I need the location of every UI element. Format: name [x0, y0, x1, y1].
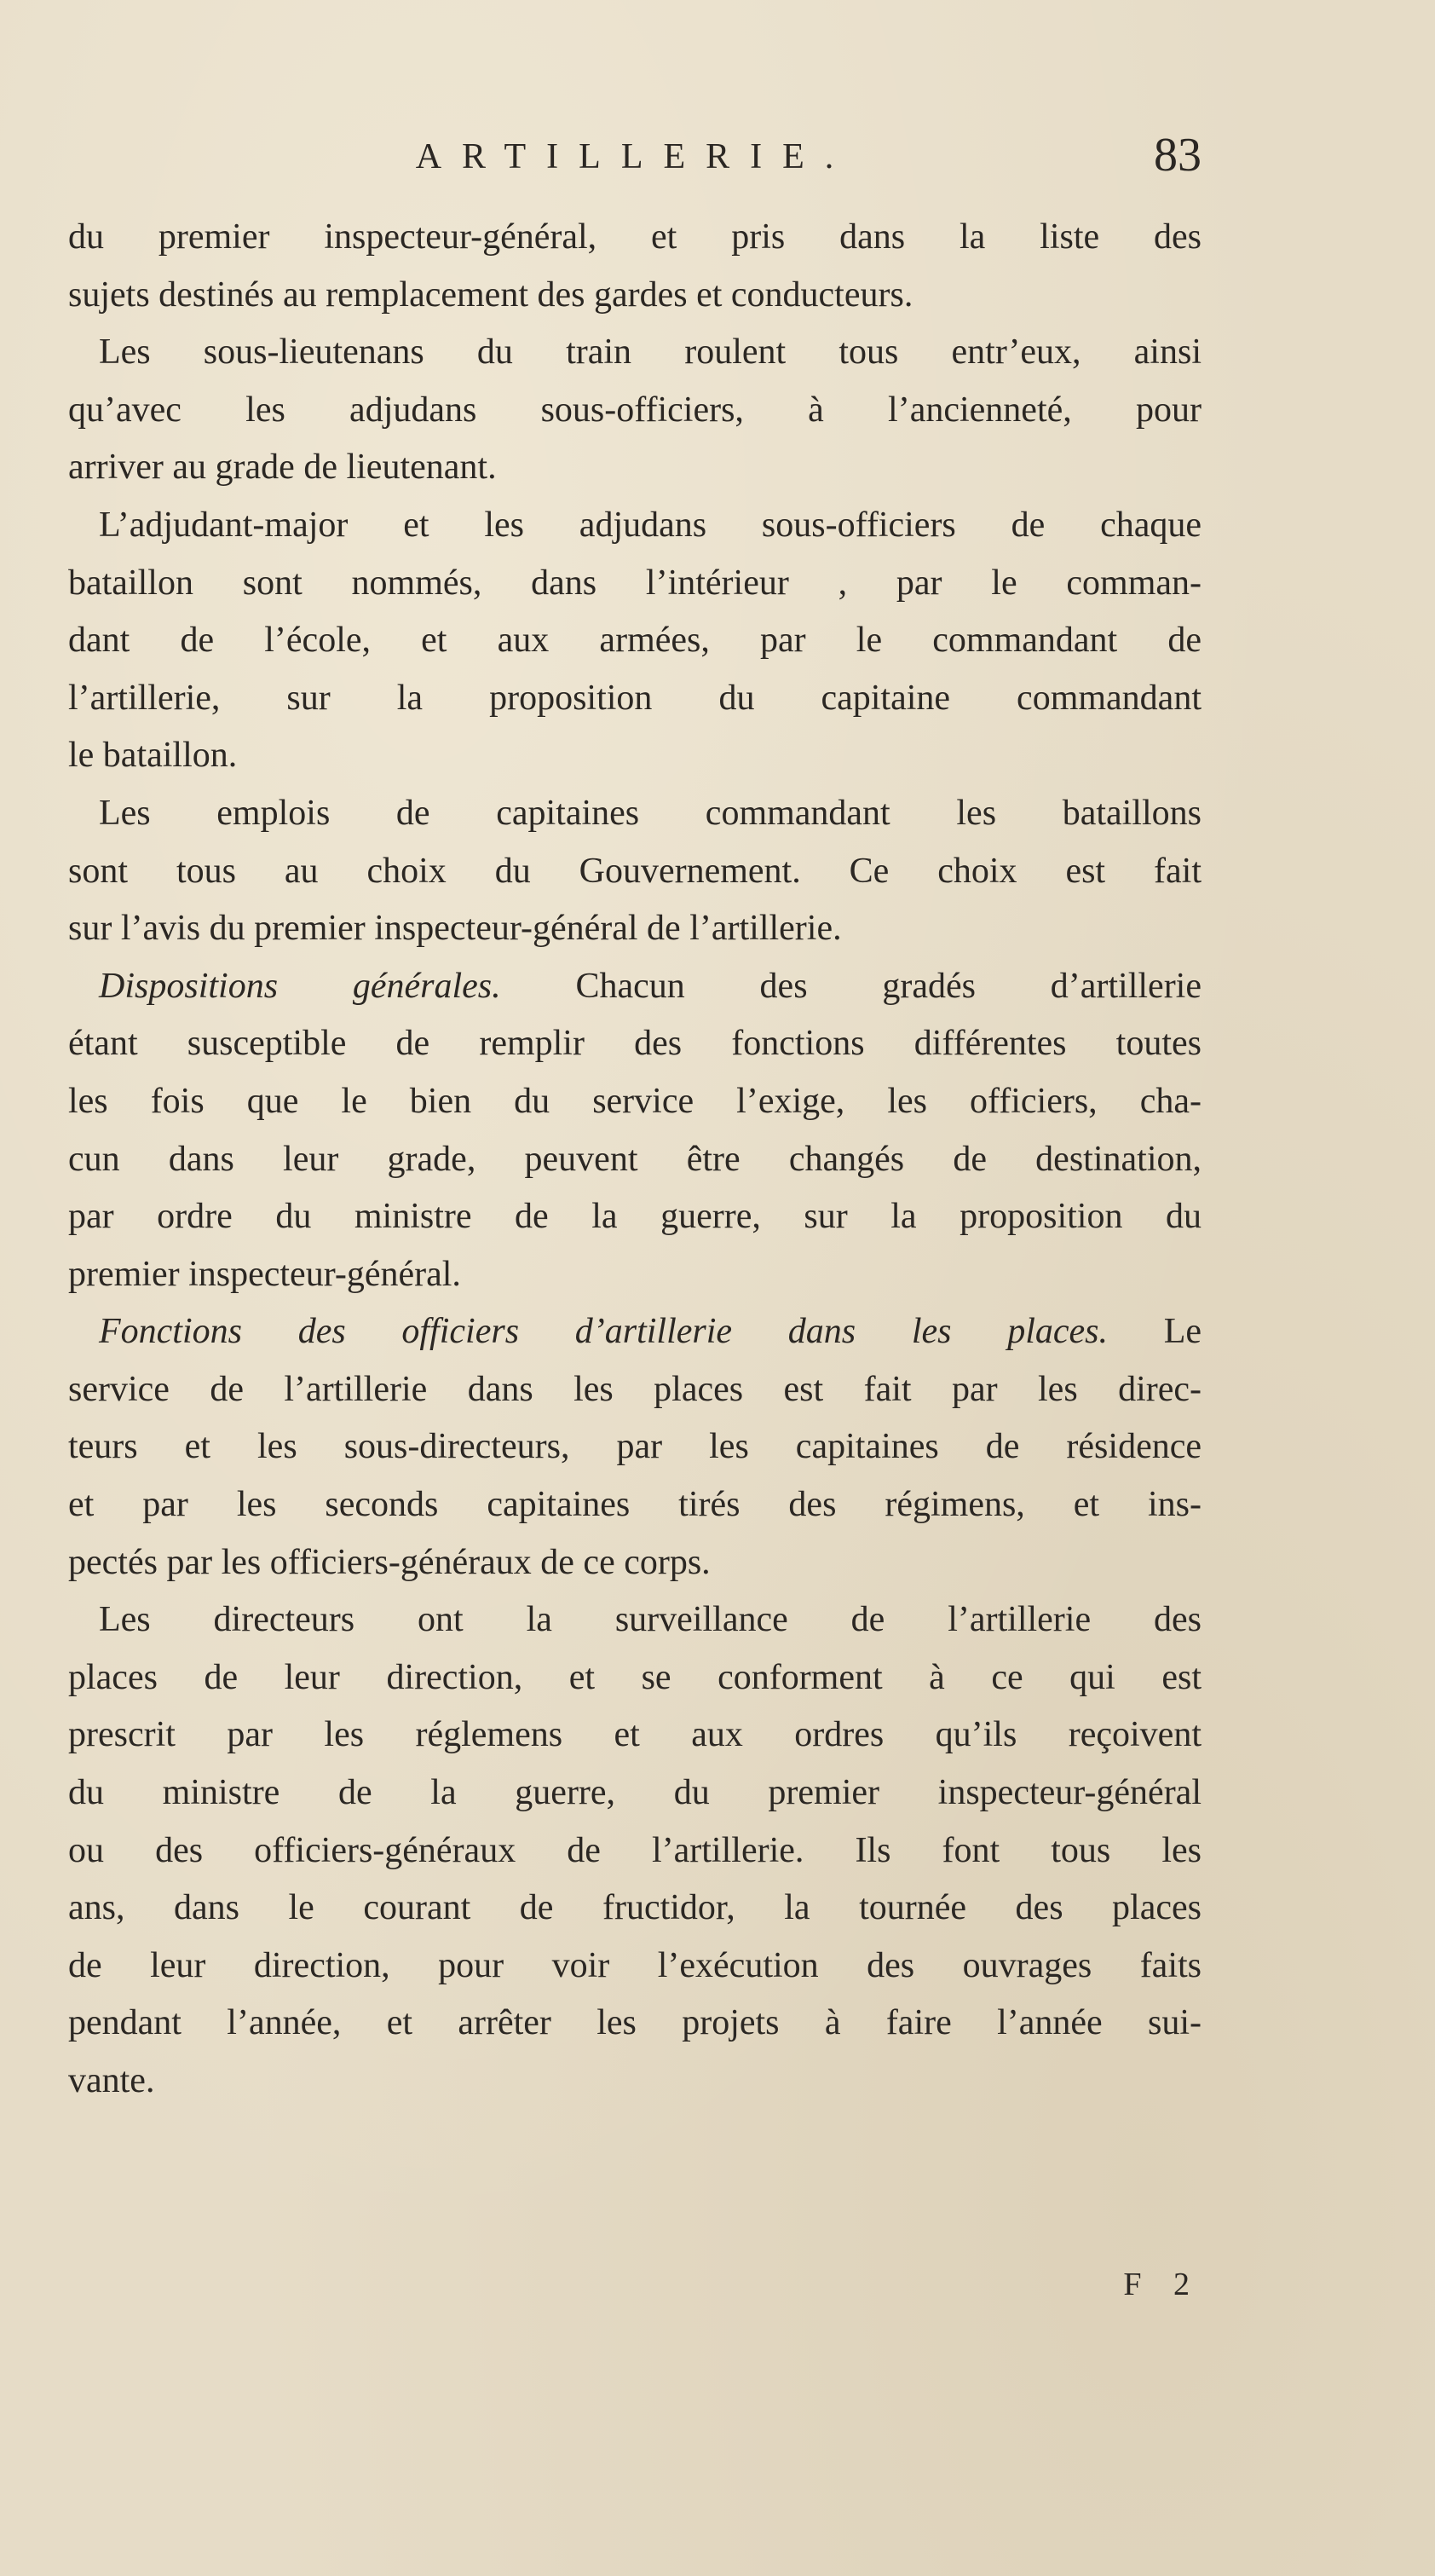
line-text: pendant l’année, et arrêter les projets à faire l’année sui- [68, 2003, 1202, 2043]
page-number: 83 [1154, 129, 1202, 182]
text-line [68, 670, 1202, 728]
line-text: les fois que le bien du service l’exige, les officiers, cha- [68, 1081, 1202, 1121]
line-text: Les emplois de capitaines commandant les bataillons [99, 793, 1202, 833]
text-line [68, 1765, 1202, 1822]
line-text: Les sous-lieutenans du train roulent tous entr’eux, ainsi [99, 332, 1202, 373]
line-text: l’artillerie, sur la proposition du capitaine commandant [68, 678, 1202, 718]
text-line [68, 612, 1202, 670]
line-text: premier inspecteur-général. [68, 1254, 461, 1294]
text-line [68, 785, 1202, 843]
section-heading: Dispositions générales. [99, 966, 501, 1006]
text-line [68, 1995, 1202, 2053]
text-line [68, 1476, 1202, 1534]
text-line [68, 439, 1202, 497]
line-text: ou des officiers-généraux de l’artillerie. Ils font tous les [68, 1830, 1202, 1870]
text-line [68, 497, 1202, 555]
line-text: pectés par les officiers-généraux de ce corps. [68, 1542, 711, 1582]
text-line [68, 843, 1202, 901]
line-text: service de l’artillerie dans les places est fait par les direc- [68, 1369, 1202, 1409]
signature-mark: F 2 [1123, 2267, 1202, 2302]
line-text: qu’avec les adjudans sous-officiers, à l’ancienneté, pour [68, 390, 1202, 430]
line-text: sur l’avis du premier inspecteur-général de l’artillerie. [68, 909, 842, 949]
text-line [68, 209, 1202, 267]
line-text: du premier inspecteur-général, et pris dans la liste des [68, 217, 1202, 257]
text-line [68, 2053, 1202, 2111]
line-text: prescrit par les réglemens et aux ordres qu’ils reçoivent [68, 1715, 1202, 1755]
text-line [68, 1188, 1202, 1246]
text-line [68, 267, 1202, 325]
line-text: teurs et les sous-directeurs, par les capitaines de résidence [68, 1427, 1202, 1467]
line-text: L’adjudant-major et les adjudans sous-officiers de chaque [99, 505, 1202, 545]
text-line [68, 1246, 1202, 1304]
text-line [68, 1707, 1202, 1765]
text-line [68, 900, 1202, 958]
body-text [68, 209, 1202, 2111]
text-line [68, 1015, 1202, 1073]
text-line [68, 1073, 1202, 1131]
line-text: cun dans leur grade, peuvent être changés de destination, [68, 1139, 1202, 1179]
text-line [68, 1131, 1202, 1189]
text-line [68, 1418, 1202, 1476]
text-line [68, 1649, 1202, 1707]
text-line [68, 727, 1202, 785]
text-line [68, 382, 1202, 440]
line-text: sont tous au choix du Gouvernement. Ce choix est fait [68, 851, 1202, 891]
text-line [68, 1591, 1202, 1649]
line-text: le bataillon. [68, 736, 238, 776]
line-text: ans, dans le courant de fructidor, la tournée des places [68, 1888, 1202, 1928]
text-line [68, 1938, 1202, 1996]
text-line [68, 555, 1202, 613]
line-text: par ordre du ministre de la guerre, sur la proposition du [68, 1197, 1202, 1237]
text-line [68, 1361, 1202, 1419]
line-text: bataillon sont nommés, dans l’intérieur , par le comman- [68, 563, 1202, 603]
section-heading: Fonctions des officiers d’artillerie dans les places. [99, 1312, 1108, 1352]
running-title: ARTILLERIE. [415, 137, 855, 176]
line-text: du ministre de la guerre, du premier inspecteur-général [68, 1773, 1202, 1813]
line-text: et par les seconds capitaines tirés des régimens, et ins- [68, 1485, 1202, 1525]
line-text: dant de l’école, et aux armées, par le commandant de [68, 621, 1202, 661]
line-text: places de leur direction, et se conforment à ce qui est [68, 1657, 1202, 1697]
text-line [68, 1303, 1202, 1361]
text-line [68, 958, 1202, 1016]
line-text: Les directeurs ont la surveillance de l’artillerie des [99, 1600, 1202, 1640]
text-line [68, 1822, 1202, 1880]
line-text: arriver au grade de lieutenant. [68, 448, 497, 488]
text-line [68, 324, 1202, 382]
text-line [68, 1534, 1202, 1592]
page-header [68, 128, 1202, 196]
line-text: sujets destinés au remplacement des gardes et conducteurs. [68, 274, 913, 315]
line-text: Chacun des gradés d’artillerie [500, 966, 1202, 1006]
line-text: étant susceptible de remplir des fonctions différentes toutes [68, 1024, 1202, 1064]
line-text: de leur direction, pour voir l’exécution des ouvrages faits [68, 1945, 1202, 1985]
line-text: vante. [68, 2061, 155, 2100]
text-line [68, 1880, 1202, 1938]
line-text: Le [1108, 1312, 1202, 1352]
